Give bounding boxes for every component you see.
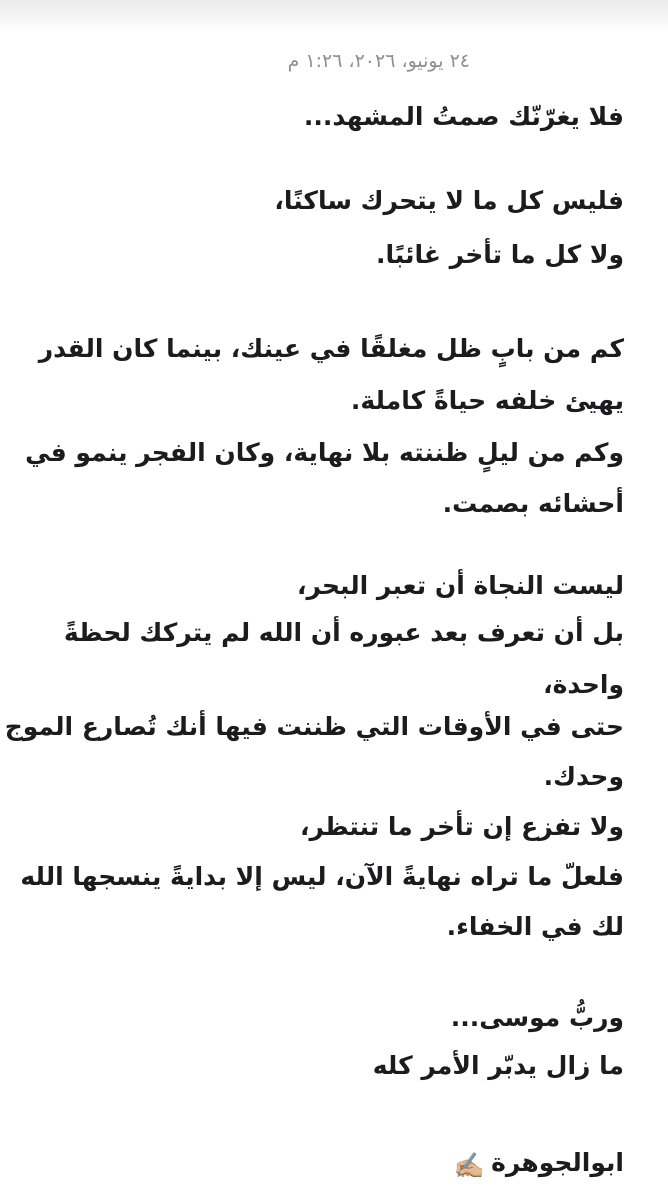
note-line: يهيئ خلفه حياةً كاملة. [350,386,624,415]
note-line: كم من بابٍ ظل مغلقًا في عينك، بينما كان القدر [38,334,624,363]
signature-name: ابوالجوهرة [491,1148,624,1177]
note-line: بل أن تعرف بعد عبوره أن الله لم يتركك لحظةً [63,618,624,647]
signature [454,1148,624,1181]
note-line: أحشائه بصمت. [442,489,624,518]
note-timestamp: ٢٤ يونيو، ٢٠٢٦، ١:٢٦ م [287,50,470,72]
note-line: ليست النجاة أن تعبر البحر، [296,571,624,600]
note-line: فلعلّ ما تراه نهايةً الآن، ليس إلا بدايةً ينسجها الله [20,862,624,891]
note-line: واحدة، [543,670,624,699]
note-line: ولا تفزع إن تأخر ما تنتظر، [300,812,624,841]
top-fade [0,0,668,34]
note-line: فليس كل ما لا يتحرك ساكنًا، [274,186,624,215]
note-line: ولا كل ما تأخر غائبًا. [376,240,624,269]
note-line: لك في الخفاء. [446,912,624,941]
note-line: وكم من ليلٍ ظننته بلا نهاية، وكان الفجر ينمو في [25,438,624,467]
note-line: حتى في الأوقات التي ظننت فيها أنك تُصارع الموج [4,712,624,741]
writing-hand-icon: ✍🏼 [453,1151,486,1180]
note-line: ما زال يدبّر الأمر كله [372,1051,624,1080]
note-line: وحدك. [543,762,624,791]
note-line: فلا يغرّنّك صمتُ المشهد... [303,102,624,131]
note-line: وربُّ موسى... [450,1003,624,1032]
